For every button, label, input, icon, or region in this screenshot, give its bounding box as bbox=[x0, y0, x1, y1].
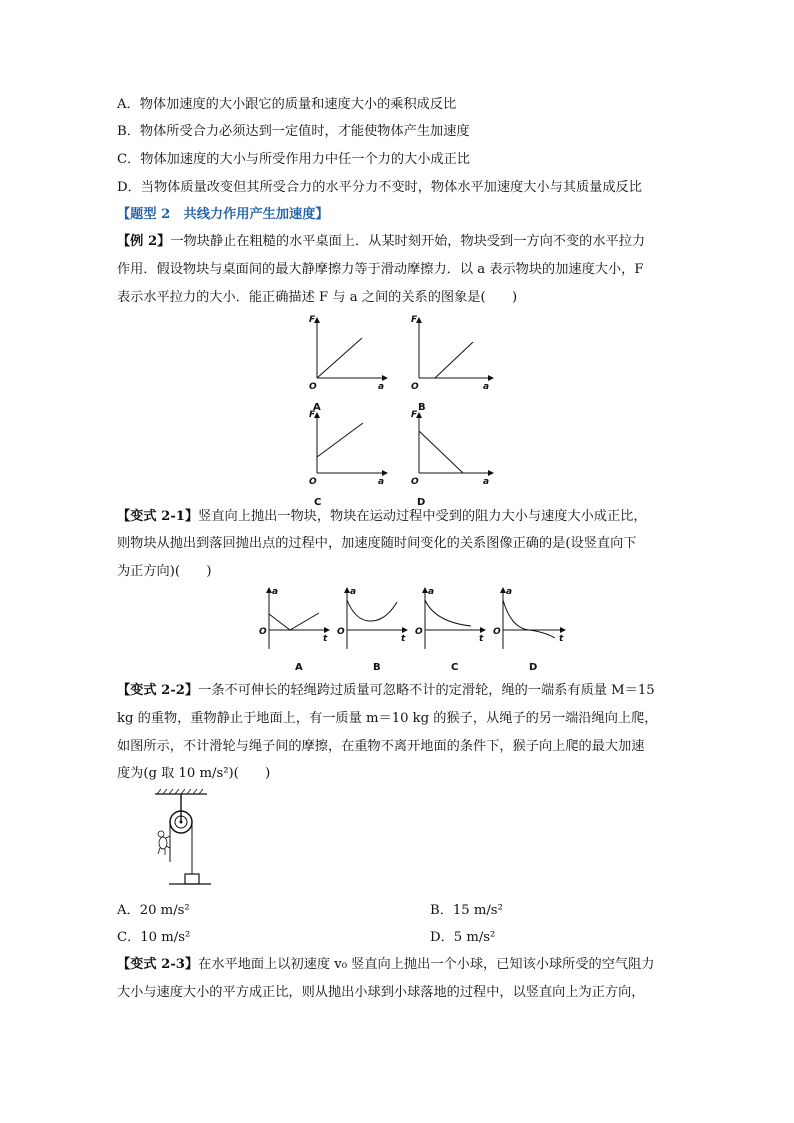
graph-b-x-label: a bbox=[483, 382, 490, 392]
graph-b bbox=[411, 315, 493, 413]
graph-c-caption: C bbox=[314, 497, 322, 508]
variant23-tag: 【变式 2-3】 bbox=[117, 957, 199, 972]
variant22-text1: 一条不可伸长的轻绳跨过质量可忽略不计的定滑轮，绳的一端系有质量 M＝15 bbox=[198, 683, 655, 698]
b21-caption: B bbox=[373, 662, 381, 673]
a21-x-label: t bbox=[323, 634, 328, 644]
example2-line2: 作用．假设物块与桌面间的最大静摩擦力等于滑动摩擦力．以 a 表示物块的加速度大小，F bbox=[117, 262, 644, 277]
variant22-opt-c: C．10 m/s² bbox=[117, 930, 191, 945]
a21-caption: A bbox=[295, 662, 303, 673]
variant23-line2: 大小与速度大小的平方成正比，则从抛出小球到小球落地的过程中，以竖直向上为正方向， bbox=[117, 985, 645, 1000]
graph-d-x-label: a bbox=[483, 477, 490, 487]
variant22-opt-a: A．20 m/s² bbox=[117, 903, 190, 918]
a-t-graph-c bbox=[415, 587, 485, 673]
graph-b-caption: B bbox=[418, 402, 426, 413]
variant22-line2: kg 的重物，重物静止于地面上，有一质量 m＝10 kg 的猴子，从绳子的另一端沿绳向上爬， bbox=[117, 711, 658, 726]
option-d: D．当物体质量改变但其所受合力的水平分力不变时，物体水平加速度大小与其质量成反比 bbox=[117, 180, 642, 195]
variant21-text1: 竖直向上抛出一物块，物块在运动过程中受到的阻力大小与速度大小成正比， bbox=[198, 509, 647, 524]
graph-c-origin: O bbox=[309, 477, 317, 487]
d21-x-label: t bbox=[559, 634, 564, 644]
example2-graphs bbox=[295, 310, 505, 508]
c21-x-label: t bbox=[479, 634, 484, 644]
c21-origin: O bbox=[415, 627, 423, 637]
variant22-line3: 如图所示，不计滑轮与绳子间的摩擦，在重物不离开地面的条件下，猴子向上爬的最大加速 bbox=[117, 739, 645, 754]
graph-b-origin: O bbox=[411, 382, 419, 392]
graph-d-y-label: F bbox=[411, 410, 418, 420]
variant21-graphs bbox=[255, 584, 575, 676]
d21-origin: O bbox=[493, 627, 501, 637]
b21-y-label: a bbox=[350, 587, 357, 597]
section-heading: 【题型 2 共线力作用产生加速度】 bbox=[117, 207, 329, 222]
option-a: A．物体加速度的大小跟它的质量和速度大小的乘积成反比 bbox=[117, 97, 457, 112]
option-b: B．物体所受合力必须达到一定值时，才能使物体产生加速度 bbox=[117, 124, 470, 139]
example2-text1: 一物块静止在粗糙的水平桌面上．从某时刻开始，物块受到一方向不变的水平拉力 bbox=[170, 234, 646, 249]
variant22-tag: 【变式 2-2】 bbox=[117, 683, 199, 698]
graph-c-x-label: a bbox=[378, 477, 385, 487]
graph-a bbox=[309, 315, 387, 413]
graph-d bbox=[411, 410, 493, 508]
a-t-graph-b bbox=[337, 587, 407, 673]
graph-a-caption: A bbox=[313, 402, 321, 413]
graph-a-y-label: F bbox=[309, 315, 316, 325]
variant21-line2: 则物块从抛出到落回抛出点的过程中，加速度随时间变化的关系图像正确的是(设竖直向下 bbox=[117, 536, 637, 551]
graph-c bbox=[309, 410, 387, 508]
graph-d-origin: O bbox=[411, 477, 419, 487]
variant22-opt-b: B．15 m/s² bbox=[430, 903, 503, 918]
variant22-line4: 度为(g 取 10 m/s²)( ) bbox=[117, 766, 271, 781]
example2-line3: 表示水平拉力的大小．能正确描述 F 与 a 之间的关系的图象是( ) bbox=[117, 290, 518, 305]
c21-caption: C bbox=[451, 662, 459, 673]
graph-c-y-label: F bbox=[309, 410, 316, 420]
option-c: C．物体加速度的大小与所受作用力中任一个力的大小成正比 bbox=[117, 152, 470, 167]
variant23-text1: 在水平地面上以初速度 v₀ 竖直向上抛出一个小球，已知该小球所受的空气阻力 bbox=[198, 957, 655, 972]
graph-a-origin: O bbox=[309, 382, 317, 392]
example2-tag: 【例 2】 bbox=[117, 234, 171, 249]
variant23-line1 bbox=[117, 956, 654, 974]
b21-origin: O bbox=[337, 627, 345, 637]
monkey-icon bbox=[158, 831, 170, 855]
example2-line1 bbox=[117, 233, 645, 251]
d21-y-label: a bbox=[506, 587, 513, 597]
variant21-line3: 为正方向)( ) bbox=[117, 564, 212, 579]
graph-b-y-label: F bbox=[411, 315, 418, 325]
a-t-graph-d bbox=[493, 587, 565, 673]
variant21-tag: 【变式 2-1】 bbox=[117, 509, 199, 524]
pulley-figure bbox=[145, 788, 215, 890]
a21-origin: O bbox=[259, 627, 267, 637]
graph-d-caption: D bbox=[417, 497, 426, 508]
variant22-opt-d: D．5 m/s² bbox=[430, 930, 496, 945]
variant21-line1 bbox=[117, 508, 647, 526]
a21-y-label: a bbox=[272, 587, 279, 597]
graph-a-x-label: a bbox=[378, 382, 385, 392]
c21-y-label: a bbox=[428, 587, 435, 597]
a-t-graph-a bbox=[259, 587, 329, 673]
b21-x-label: t bbox=[401, 634, 406, 644]
d21-caption: D bbox=[529, 662, 538, 673]
variant22-line1 bbox=[117, 682, 655, 700]
